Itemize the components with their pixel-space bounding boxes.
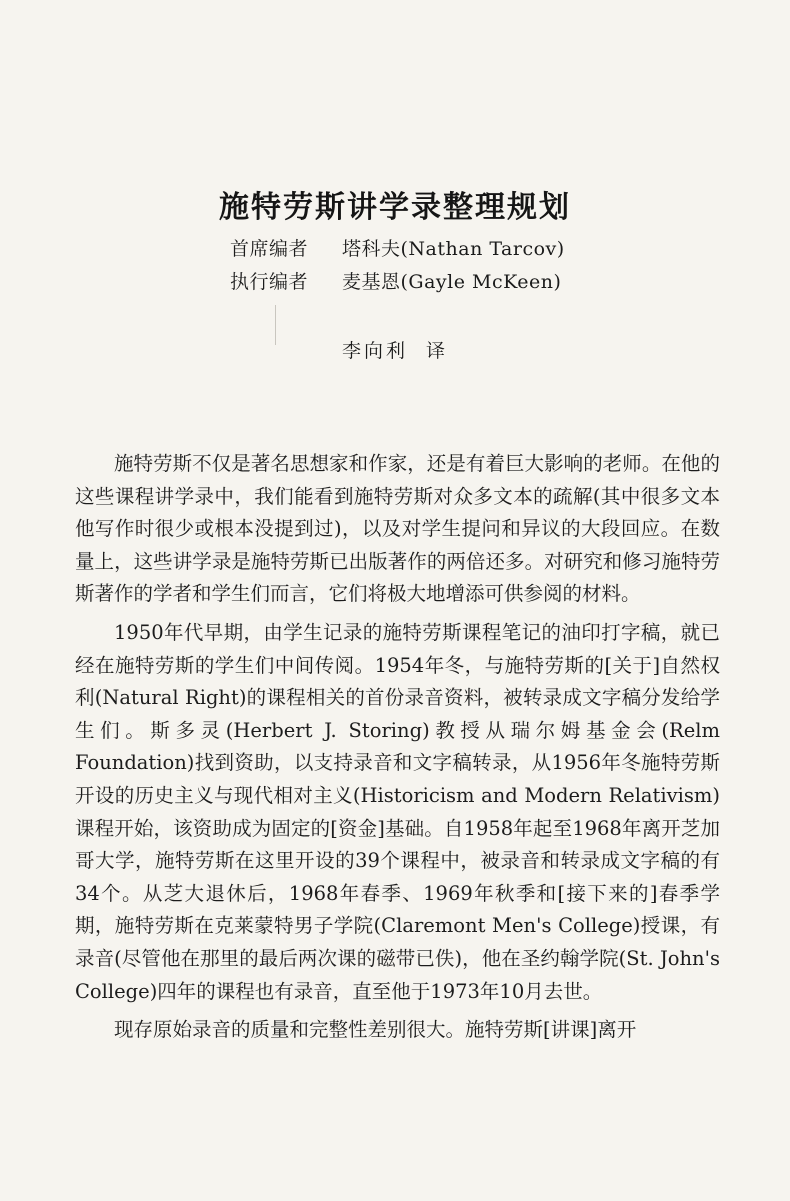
paragraph-3: 现存原始录音的质量和完整性差别很大。施特劳斯[讲课]离开 — [114, 1018, 637, 1042]
chief-editor-role: 首席编者 — [230, 238, 309, 260]
body-text — [75, 448, 720, 1053]
paragraph-1: 施特劳斯不仅是著名思想家和作家，还是有着巨大影响的老师。在他的这些课程讲学录中，我们能看到施特劳斯对众多文本的疏解(其中很多文本他写作时很少或根本没提到过)，以及对学生提问和异议的大段回应。在数量上，这些讲学录是施特劳斯已出版著作的两倍还多。对研究和修习施特劳斯著作的学者和学生们而言，它们将极大地增添可供参阅的材料。 — [75, 452, 720, 606]
translator-name: 李向利 — [341, 340, 408, 362]
page-title: 施特劳斯讲学录整理规划 — [219, 190, 571, 225]
chief-editor-line — [230, 234, 565, 261]
executive-editor-line — [230, 267, 561, 294]
paragraph-2: 1950年代早期，由学生记录的施特劳斯课程笔记的油印打字稿，就已经在施特劳斯的学生们中间传阅。1954年冬，与施特劳斯的[关于]自然权利(Natural Right)的课程相关的首份录音资料，被转录成文字稿分发给学生们。斯多灵(Herbert J. Storing)教授从瑞尔姆基金会(Relm Foundation)找到资助，以支持录音和文字稿转录，从1956年冬施特劳斯开设的历史主义与现代相对主义(Historicism and Modern Relativism)课程开始，该资助成为固定的[资金]基础。自1958年起至1968年离开芝加哥大学，施特劳斯在这里开设的39个课程中，被录音和转录成文字稿的有34个。从芝大退休后，1968年春季、1969年秋季和[接下来的]春季学期，施特劳斯在克莱蒙特男子学院(Claremont Men's College)授课，有录音(尽管他在那里的最后两次课的磁带已佚)，他在圣约翰学院(St. John's College)四年的课程也有录音，直至他于1973年10月去世。 — [75, 620, 720, 1003]
chief-editor-name: 塔科夫(Nathan Tarcov) — [342, 238, 565, 260]
executive-editor-name: 麦基恩(Gayle McKeen) — [342, 271, 562, 293]
translator-line — [0, 336, 790, 363]
executive-editor-role: 执行编者 — [230, 271, 309, 293]
translator-label: 译 — [426, 340, 449, 362]
